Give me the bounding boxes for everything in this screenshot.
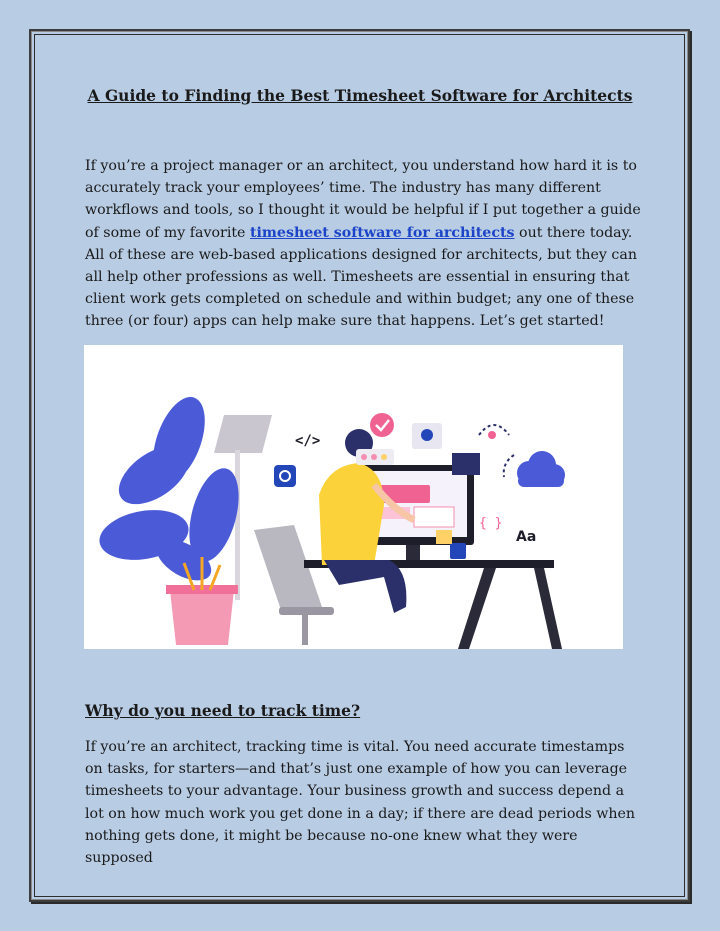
- hero-illustration: [84, 345, 623, 649]
- lamp-shade-icon: [214, 415, 272, 453]
- timesheet-software-link[interactable]: timesheet software for architects: [249, 224, 515, 241]
- person-pants: [324, 560, 406, 613]
- section-heading: Why do you need to track time?: [85, 701, 361, 720]
- intro-text-end: out there today. All of these are web-based applications designed for architects, but they can all help other professions as well. Timesheets are essential in ensuring that client work gets completed on schedule and within budget; any one of these three (or four) apps can help make sure that happens. Let’s get started!: [85, 224, 637, 330]
- font-badge-label: Aa: [516, 529, 537, 545]
- document-title: A Guide to Finding the Best Timesheet Software for Architects: [87, 86, 633, 105]
- person-shirt: [319, 463, 384, 565]
- cloud-icon: [517, 451, 565, 487]
- code-tag-label: </>: [295, 433, 321, 449]
- intro-paragraph: [85, 155, 645, 333]
- plant-pot-icon: [170, 590, 234, 645]
- gear-icon: [274, 465, 296, 487]
- intro-text-start: If you’re a project manager or an architect, you understand how hard it is to accurately track your employees’ time. The industry has many different workflows and tools, so I thought it would be helpful if I put together a guide of some of my favorite: [85, 158, 641, 241]
- section-body: If you’re an architect, tracking time is vital. You need accurate timestamps on tasks, for starters—and that’s just one example of how you can leverage timesheets to your advantage. Your business growth and success depend a lot on how much work you get done in a day; if there are dead periods when nothing gets done, it might be because no-one knew what they were supposed: [85, 739, 636, 867]
- lamp-pole: [235, 450, 240, 600]
- mug-icon: [450, 543, 466, 559]
- braces-label: { }: [479, 516, 503, 531]
- check-icon: [370, 413, 394, 437]
- chair-icon: [254, 525, 322, 613]
